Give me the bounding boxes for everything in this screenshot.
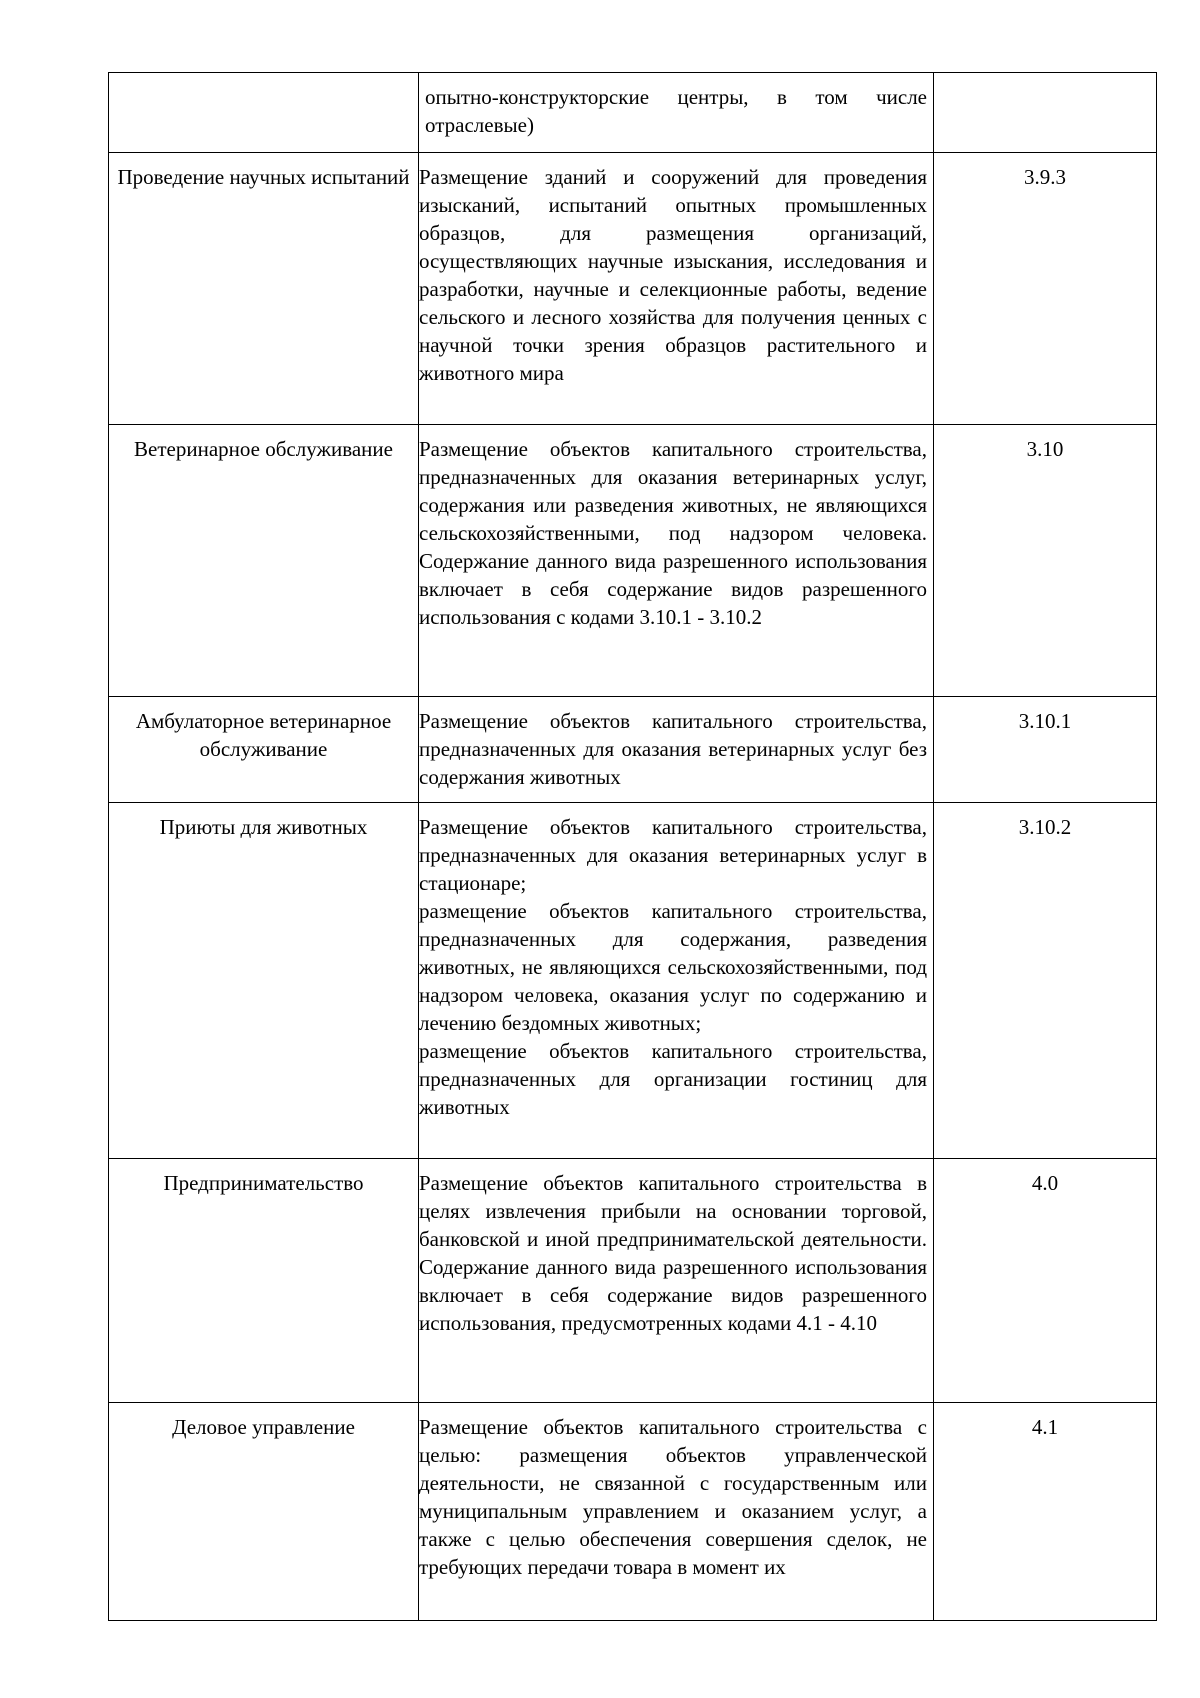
use-name-cell: Деловое управление [109,1403,419,1621]
use-description-cell [419,153,934,425]
use-description-cell [419,425,934,697]
table-row [109,697,1157,803]
description-paragraph: опытно-конструкторские центры, в том числе отраслевые) [425,85,927,137]
description-paragraph: Размещение объектов капитального строительства в целях извлечения прибыли на основании торговой, банковской и иной предпринимательской деятельности. Содержание данного вида разрешенного использования включает в себя содержание видов разрешенного использования, предусмотренных кодами 4.1 - 4.10 [419,1171,927,1335]
table-row [109,1403,1157,1621]
use-name-cell [109,73,419,153]
use-name-cell: Предпринимательство [109,1159,419,1403]
land-use-table [108,72,1157,1621]
use-description-cell [419,1403,934,1621]
use-description-cell [419,803,934,1159]
use-description-cell [419,73,934,153]
table-row [109,803,1157,1159]
description-paragraph: размещение объектов капитального строительства, предназначенных для организации гостиниц для животных [419,1039,927,1119]
table-row [109,73,1157,153]
table-row [109,1159,1157,1403]
use-code-cell: 4.1 [934,1403,1157,1621]
use-name-cell: Приюты для животных [109,803,419,1159]
description-paragraph: Размещение объектов капитального строительства, предназначенных для оказания ветеринарных услуг без содержания животных [419,709,927,789]
description-paragraph: Размещение объектов капитального строительства, предназначенных для оказания ветеринарных услуг в стационаре; [419,815,927,895]
use-name-cell: Ветеринарное обслуживание [109,425,419,697]
use-code-cell: 3.10.2 [934,803,1157,1159]
use-code-cell: 3.10 [934,425,1157,697]
use-name-cell: Амбулаторное ветеринарное обслуживание [109,697,419,803]
use-description-cell [419,697,934,803]
table-row [109,425,1157,697]
table-row [109,153,1157,425]
description-paragraph: Размещение объектов капитального строительства, предназначенных для оказания ветеринарных услуг, содержания или разведения животных, не являющихся сельскохозяйственными, под надзором человека. Содержание данного вида разрешенного использования включает в себя содержание видов разрешенного использования с кодами 3.10.1 - 3.10.2 [419,437,927,629]
use-code-cell: 3.10.1 [934,697,1157,803]
use-code-cell: 3.9.3 [934,153,1157,425]
description-paragraph: Размещение зданий и сооружений для проведения изысканий, испытаний опытных промышленных образцов, для размещения организаций, осуществляющих научные изыскания, исследования и разработки, научные и селекционные работы, ведение сельского и лесного хозяйства для получения ценных с научной точки зрения образцов растительного и животного мира [419,165,927,385]
use-code-cell [934,73,1157,153]
use-code-cell: 4.0 [934,1159,1157,1403]
use-description-cell [419,1159,934,1403]
description-paragraph: Размещение объектов капитального строительства с целью: размещения объектов управленческой деятельности, не связанной с государственным или муниципальным управлением и оказанием услуг, а также с целью обеспечения совершения сделок, не требующих передачи товара в момент их [419,1415,927,1579]
use-name-cell: Проведение научных испытаний [109,153,419,425]
description-paragraph: размещение объектов капитального строительства, предназначенных для содержания, разведения животных, не являющихся сельскохозяйственными, под надзором человека, оказания услуг по содержанию и лечению бездомных животных; [419,899,927,1035]
